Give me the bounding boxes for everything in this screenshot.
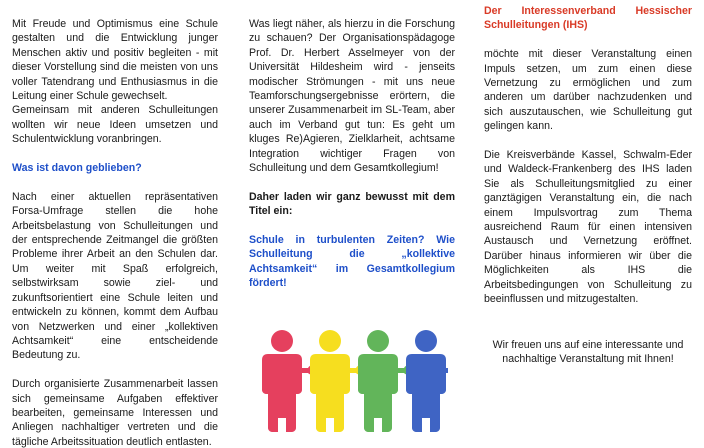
collaboration-paragraph: Durch organisierte Zusammenarbeit lassen sich gemeinsame Aufgaben effektiver bearbeiten, gemeinsame Interessen und Anliegen nachhaltiger vertreten und die tägliche Arbeitssituation deutlich entlasten.	[12, 378, 218, 448]
column-left	[12, 17, 218, 448]
intro-paragraph-2: Gemeinsam mit anderen Schulleitungen wollten wir neue Ideen umsetzen und Schulentwicklung voranbringen.	[12, 104, 218, 146]
person-blue	[406, 330, 448, 432]
column-right	[484, 4, 692, 307]
puzzle-people-icon	[258, 322, 448, 440]
person-red	[262, 330, 317, 432]
intro-paragraph: Mit Freude und Optimismus eine Schule gestalten und die Entwicklung junger Menschen aktiv und positiv begleiten - mit dieser Vorstellung sind die meisten von uns voller Tatendrang und Enthusiasmus in die Leitung einer Schule gewechselt.	[12, 18, 218, 103]
closing-text: Wir freuen uns auf eine interessante und nachhaltige Veranstaltung mit Ihnen!	[492, 339, 684, 366]
invitation-paragraph: Die Kreisverbände Kassel, Schwalm-Eder und Waldeck-Frankenberg des IHS laden Sie als Schulleitungsmitglied zu einer ganztägigen Veranstaltung ein, die nach einem Impulsvortrag zum Thema ausreichend Raum für einen intensiven Austausch und Vernetzung eröffnet. Darüber hinaus informieren wir über die Möglichkeiten als IHS die Arbeitsbedingungen von Schulleitung zu beeinflussen und mitzugestalten.	[484, 149, 692, 306]
purpose-paragraph: möchte mit dieser Veranstaltung einen Impuls setzen, um zum einen diese Vernetzung zu ermöglichen und zum anderen um darüber nachzudenken und sich auszutauschen, wie Schulleitung gut gelingen kann.	[484, 48, 692, 133]
research-paragraph: Was liegt näher, als hierzu in die Forschung zu schauen? Der Organisationspädagoge Prof. Dr. Herbert Asselmeyer von der Universität Hildesheim wird - jenseits modischer Strömungen - mit uns neue Teamforschungsergebnisse erörtern, die unserer Zusammenarbeit im SL-Team, aber auch im Verband gut tun: Es geht um kluges Re)Agieren, Zielklarheit, achtsame Integration wichtiger Fragen von Schulleitung und dem Gesamtkollegium!	[249, 18, 455, 175]
person-yellow	[310, 330, 365, 432]
event-title: Schule in turbulenten Zeiten? Wie Schulleitung die „kollektive Achtsamkeit“ im Gesamtkollegium fördert!	[249, 234, 455, 290]
column-middle	[249, 17, 455, 291]
survey-paragraph: Nach einer aktuellen repräsentativen Forsa-Umfrage stellen die hohe Arbeitsbelastung von Schulleitungen und der entsprechende Zeitmangel die größten Probleme ihrer Arbeit an den Schulen dar. Um weiter mit Spaß erfolgreich, selbstwirksam sowie ziel- und zukunftsorientiert eine Schule leiten und entwickeln zu können, kommt dem Aufbau von Netzwerken und einer „kollektiven Achtsamkeit“ eine entscheidende Bedeutung zu.	[12, 190, 218, 362]
invitation-intro: Daher laden wir ganz bewusst mit dem Titel ein:	[249, 190, 455, 218]
organization-heading: Der Interessenverband Hessischer Schulleitungen (IHS)	[484, 5, 692, 32]
person-green	[358, 330, 413, 432]
question-heading: Was ist davon geblieben?	[12, 162, 142, 175]
